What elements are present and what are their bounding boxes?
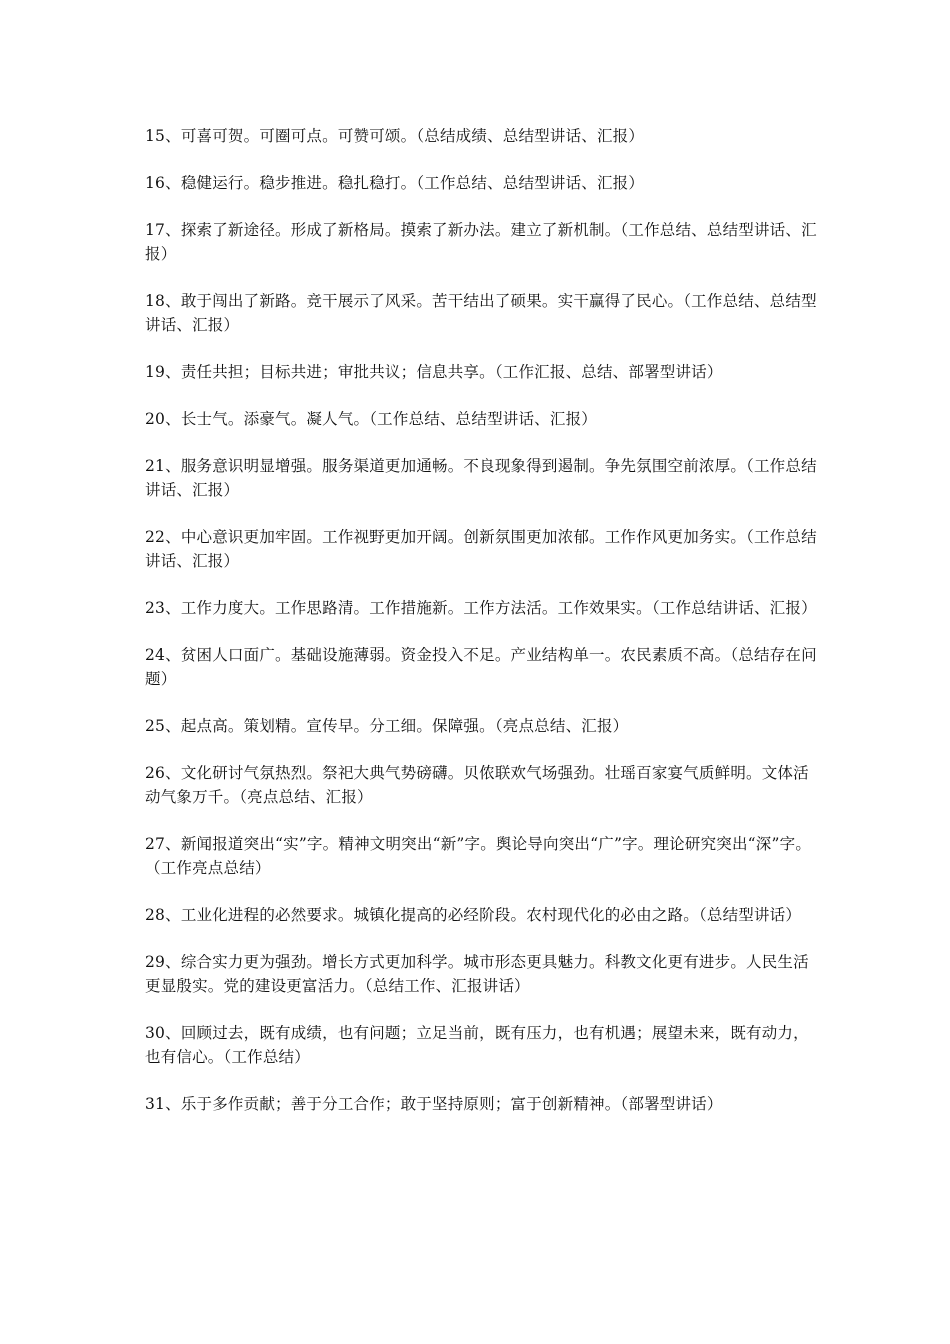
list-item: 29、综合实力更为强劲。增长方式更加科学。城市形态更具魅力。科教文化更有进步。人民生活更显殷实。党的建设更富活力。（总结工作、汇报讲话） — [145, 953, 809, 995]
list-item: 17、探索了新途径。形成了新格局。摸索了新办法。建立了新机制。（工作总结、总结型讲话、汇报） — [145, 221, 817, 263]
phrase-list — [145, 124, 817, 1139]
list-item: 26、文化研讨气氛热烈。祭祀大典气势磅礴。贝侬联欢气场强劲。壮瑶百家宴气质鲜明。文体活动气象万千。（亮点总结、汇报） — [145, 764, 809, 806]
list-item: 19、责任共担；目标共进；审批共议；信息共享。（工作汇报、总结、部署型讲话） — [145, 363, 723, 381]
list-item: 31、乐于多作贡献；善于分工合作；敢于坚持原则；富于创新精神。（部署型讲话） — [145, 1095, 723, 1113]
list-item: 27、新闻报道突出“实”字。精神文明突出“新”字。舆论导向突出“广”字。理论研究突出“深”字。（工作亮点总结） — [145, 835, 812, 877]
list-item: 16、稳健运行。稳步推进。稳扎稳打。（工作总结、总结型讲话、汇报） — [145, 174, 645, 192]
list-item: 24、贫困人口面广。基础设施薄弱。资金投入不足。产业结构单一。农民素质不高。（总结存在问题） — [145, 646, 817, 688]
list-item: 28、工业化进程的必然要求。城镇化提高的必经阶段。农村现代化的必由之路。（总结型讲话） — [145, 906, 802, 924]
list-item: 23、工作力度大。工作思路清。工作措施新。工作方法活。工作效果实。（工作总结讲话、汇报） — [145, 599, 817, 617]
list-item: 25、起点高。策划精。宣传早。分工细。保障强。（亮点总结、汇报） — [145, 717, 629, 735]
list-item: 21、服务意识明显增强。服务渠道更加通畅。不良现象得到遏制。争先氛围空前浓厚。（工作总结讲话、汇报） — [145, 457, 817, 499]
list-item: 20、长士气。添豪气。凝人气。（工作总结、总结型讲话、汇报） — [145, 410, 597, 428]
list-item: 30、回顾过去，既有成绩，也有问题；立足当前，既有压力，也有机遇；展望未来，既有动力，也有信心。（工作总结） — [145, 1024, 809, 1066]
list-item: 18、敢于闯出了新路。竞干展示了风采。苦干结出了硕果。实干赢得了民心。（工作总结、总结型讲话、汇报） — [145, 292, 817, 334]
list-item: 22、中心意识更加牢固。工作视野更加开阔。创新氛围更加浓郁。工作作风更加务实。（工作总结讲话、汇报） — [145, 528, 817, 570]
list-item: 15、可喜可贺。可圈可点。可赞可颂。（总结成绩、总结型讲话、汇报） — [145, 127, 645, 145]
